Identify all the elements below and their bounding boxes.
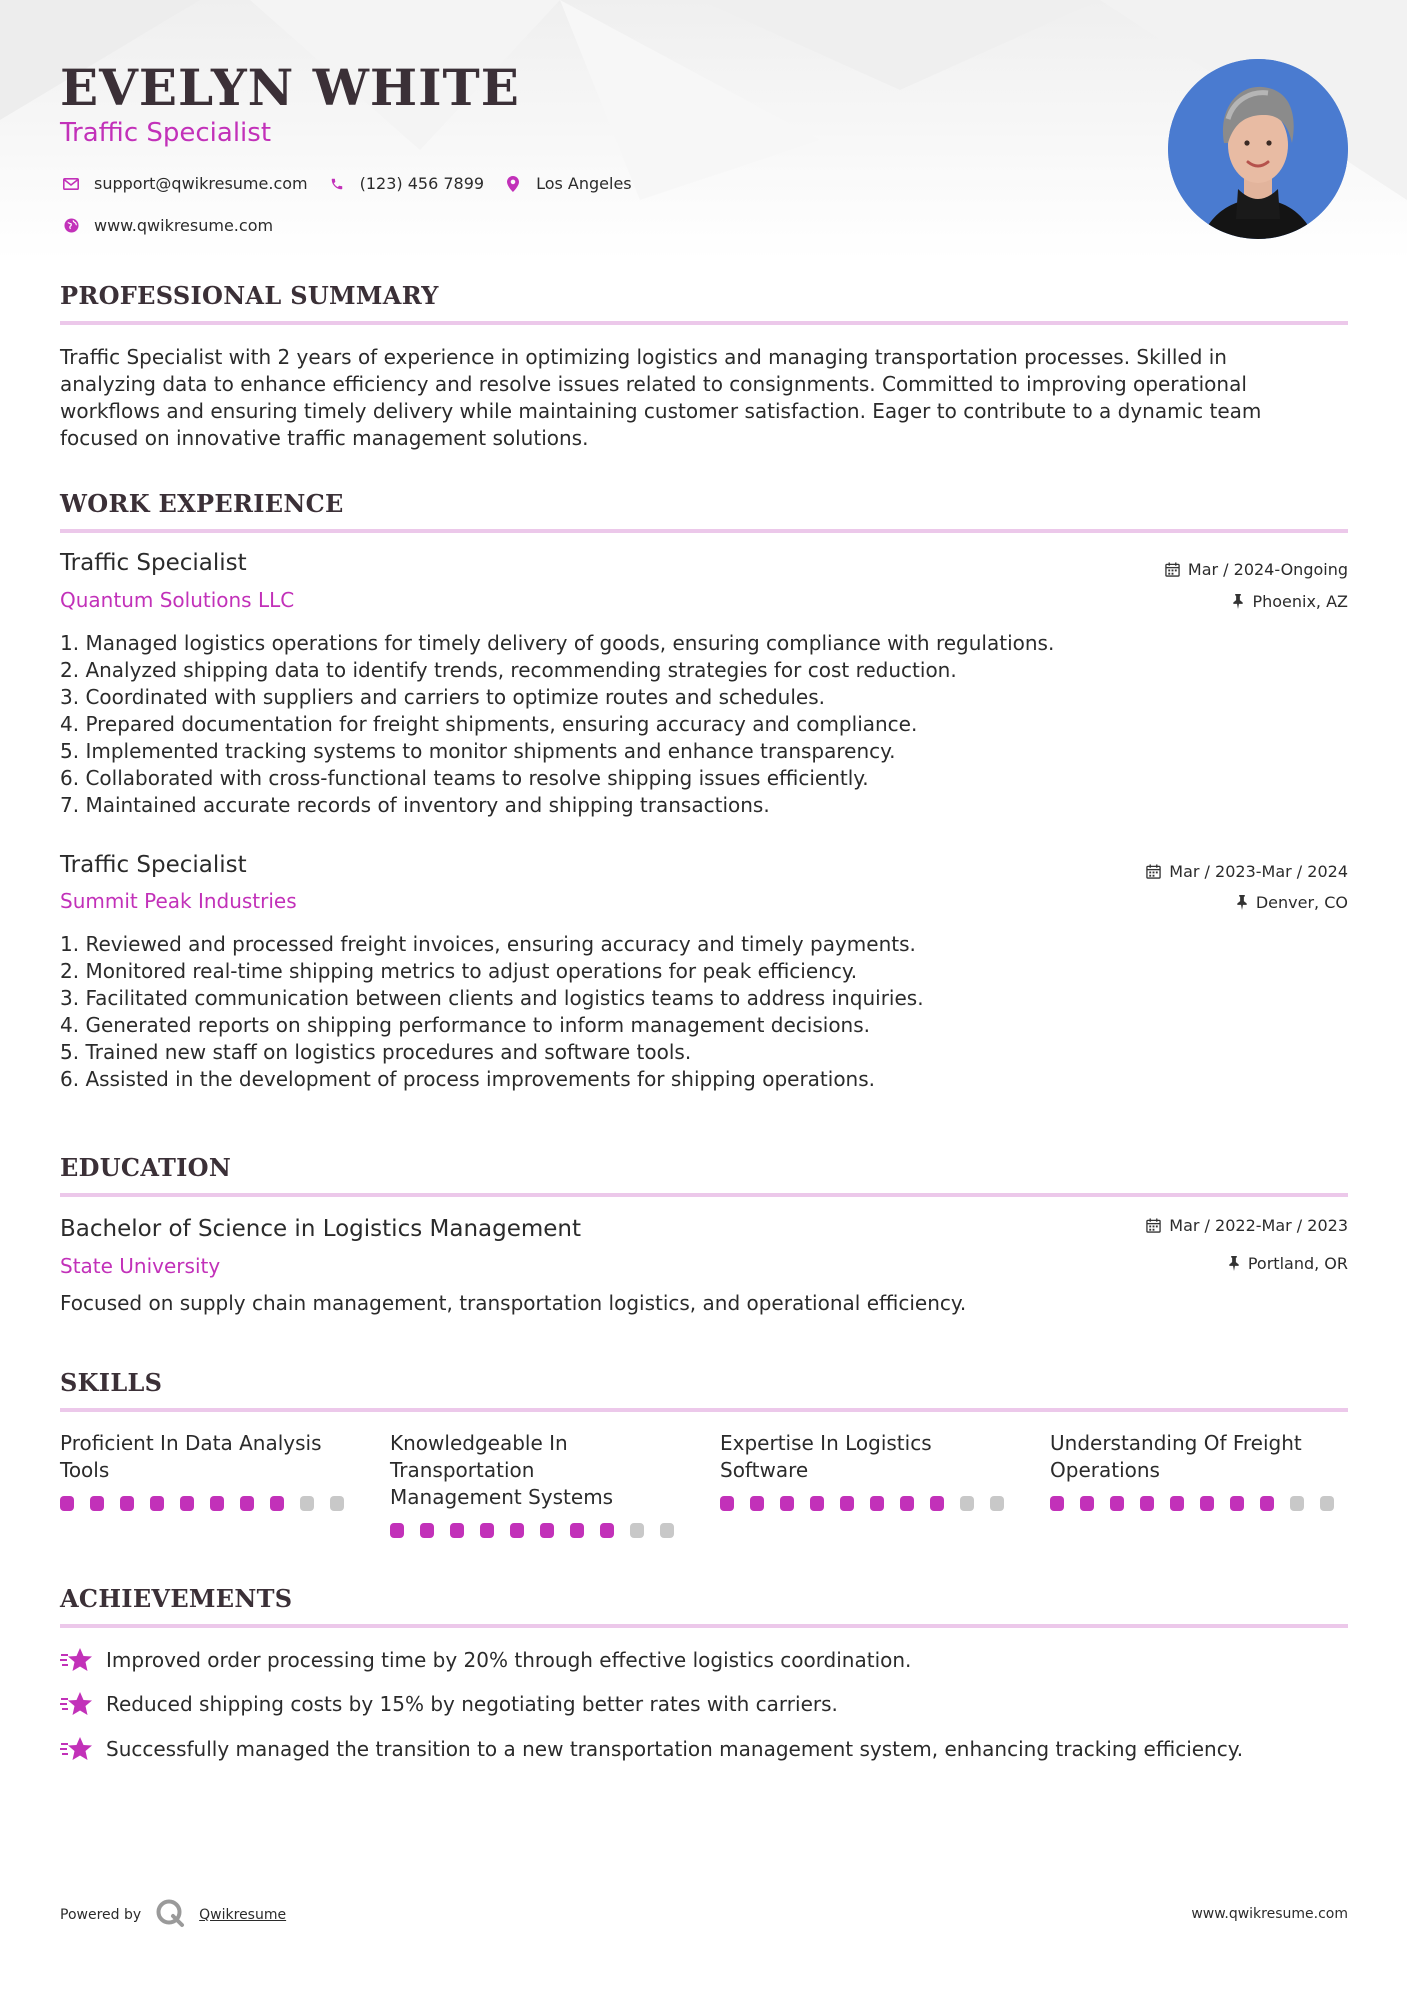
contact-email[interactable] [60, 174, 308, 193]
achievement-text: Successfully managed the transition to a new transportation management system, enhancing tracking efficiency. [106, 1737, 1244, 1761]
star-icon [60, 1735, 94, 1763]
achievement-text: Improved order processing time by 20% through effective logistics coordination. [106, 1648, 912, 1672]
job-date-text: Mar / 2023-Mar / 2024 [1169, 862, 1348, 881]
skill-rating [1050, 1496, 1350, 1511]
skill-dot-empty [300, 1496, 314, 1511]
skill-dot-filled [870, 1496, 884, 1511]
skill-dot-empty [960, 1496, 974, 1511]
skill-dot-filled [540, 1523, 554, 1538]
skill-rating [720, 1496, 1020, 1511]
pushpin-icon [1236, 895, 1248, 910]
summary-line: analyzing data to enhance efficiency and resolve issues related to consignments. Committed to improving operational [60, 372, 1247, 396]
skill-name-line: Software [720, 1458, 809, 1482]
job-company: Quantum Solutions LLC [60, 588, 295, 612]
skill-dot-filled [600, 1523, 614, 1538]
skill-dot-filled [60, 1496, 74, 1511]
skill-name-line: Operations [1050, 1458, 1160, 1482]
education-location [1228, 1254, 1348, 1273]
star-icon [60, 1646, 94, 1674]
summary-divider [60, 321, 1348, 325]
education-date-text: Mar / 2022-Mar / 2023 [1169, 1216, 1348, 1235]
achievement-item [60, 1735, 1243, 1763]
skill-name [60, 1430, 360, 1484]
job-responsibilities [60, 931, 924, 1093]
job-date [1146, 862, 1348, 881]
skill-name-line: Tools [60, 1458, 110, 1482]
skill-name-line: Proficient In Data Analysis [60, 1431, 322, 1455]
list-item: 4. Generated reports on shipping performance to inform management decisions. [60, 1013, 871, 1037]
summary-line: focused on innovative traffic management solutions. [60, 426, 589, 450]
website-row [60, 216, 291, 235]
achievements-heading: ACHIEVEMENTS [60, 1584, 293, 1613]
skill-dot-filled [480, 1523, 494, 1538]
skill-dot-empty [630, 1523, 644, 1538]
education-date [1146, 1216, 1348, 1235]
skill-name [390, 1430, 690, 1511]
job-location [1232, 592, 1348, 611]
qwikresume-link[interactable]: Qwikresume [199, 1907, 287, 1923]
skill-dot-empty [990, 1496, 1004, 1511]
skill-dot-filled [510, 1523, 524, 1538]
skill-name-line: Expertise In Logistics [720, 1431, 932, 1455]
list-item: 1. Managed logistics operations for timely delivery of goods, ensuring compliance with regulations. [60, 631, 1055, 655]
job-location-text: Denver, CO [1255, 893, 1348, 912]
skill-dot-filled [450, 1523, 464, 1538]
skill-dot-filled [1110, 1496, 1124, 1511]
map-pin-icon [502, 175, 524, 193]
job-title: Traffic Specialist [60, 550, 247, 576]
experience-heading: WORK EXPERIENCE [60, 489, 344, 518]
summary-heading: PROFESSIONAL SUMMARY [60, 281, 439, 310]
skill-dot-filled [1140, 1496, 1154, 1511]
summary-text [60, 344, 1348, 452]
profile-photo [1168, 59, 1348, 239]
skill-dot-filled [270, 1496, 284, 1511]
skill-dot-filled [90, 1496, 104, 1511]
skills-heading: SKILLS [60, 1368, 163, 1397]
contact-location [502, 174, 632, 193]
skill-rating [390, 1523, 690, 1538]
list-item: 2. Monitored real-time shipping metrics to adjust operations for peak efficiency. [60, 959, 858, 983]
skill-dot-filled [210, 1496, 224, 1511]
list-item: 6. Collaborated with cross-functional teams to resolve shipping issues efficiently. [60, 766, 869, 790]
skill-dot-filled [750, 1496, 764, 1511]
skill-dot-filled [780, 1496, 794, 1511]
star-icon [60, 1690, 94, 1718]
qwikresume-logo-icon [155, 1898, 185, 1932]
skill-dot-filled [180, 1496, 194, 1511]
powered-by-label: Powered by [60, 1907, 142, 1923]
skill-name [720, 1430, 1020, 1484]
education-description: Focused on supply chain management, transportation logistics, and operational efficiency. [60, 1291, 967, 1315]
contact-phone[interactable] [326, 174, 484, 193]
skill-dot-filled [900, 1496, 914, 1511]
job-date [1165, 560, 1348, 579]
job-date-text: Mar / 2024-Ongoing [1187, 560, 1348, 579]
skill-rating [60, 1496, 360, 1511]
skill-dot-filled [840, 1496, 854, 1511]
skill-dot-filled [930, 1496, 944, 1511]
pushpin-icon [1228, 1256, 1240, 1271]
skill-item [390, 1430, 690, 1538]
skill-dot-filled [390, 1523, 404, 1538]
skill-name [1050, 1430, 1350, 1484]
education-location-text: Portland, OR [1247, 1254, 1348, 1273]
footer-powered-by [60, 1898, 286, 1932]
calendar-icon [1165, 562, 1180, 577]
summary-line: Traffic Specialist with 2 years of experience in optimizing logistics and managing transportation processes. Skilled in [60, 345, 1227, 369]
job-responsibilities [60, 630, 1054, 819]
candidate-role: Traffic Specialist [60, 118, 272, 148]
list-item: 3. Coordinated with suppliers and carriers to optimize routes and schedules. [60, 685, 825, 709]
location-text: Los Angeles [536, 174, 632, 193]
skill-dot-filled [720, 1496, 734, 1511]
skill-item [60, 1430, 360, 1511]
list-item: 3. Facilitated communication between clients and logistics teams to address inquiries. [60, 986, 924, 1010]
skill-dot-filled [1170, 1496, 1184, 1511]
phone-text: (123) 456 7899 [359, 174, 485, 193]
skill-dot-filled [1260, 1496, 1274, 1511]
job-location-text: Phoenix, AZ [1252, 592, 1348, 611]
calendar-icon [1146, 864, 1161, 879]
candidate-name: EVELYN WHITE [60, 58, 520, 117]
skill-dot-empty [330, 1496, 344, 1511]
skill-dot-filled [420, 1523, 434, 1538]
skill-dot-filled [570, 1523, 584, 1538]
experience-divider [60, 529, 1348, 533]
job-title: Traffic Specialist [60, 852, 247, 878]
calendar-icon [1146, 1218, 1161, 1233]
degree-title: Bachelor of Science in Logistics Management [60, 1216, 582, 1242]
pushpin-icon [1232, 594, 1244, 609]
list-item: 6. Assisted in the development of process improvements for shipping operations. [60, 1067, 876, 1091]
globe-icon [60, 217, 82, 235]
skill-name-line: Understanding Of Freight [1050, 1431, 1302, 1455]
footer-website[interactable]: www.qwikresume.com [1191, 1906, 1348, 1922]
school-name: State University [60, 1254, 221, 1278]
education-divider [60, 1193, 1348, 1197]
job-company: Summit Peak Industries [60, 889, 297, 913]
skill-dot-filled [150, 1496, 164, 1511]
phone-icon [326, 175, 348, 193]
contact-website[interactable] [60, 216, 273, 235]
skill-dot-empty [660, 1523, 674, 1538]
skill-item [1050, 1430, 1350, 1511]
list-item: 2. Analyzed shipping data to identify trends, recommending strategies for cost reduction. [60, 658, 957, 682]
skill-dot-filled [240, 1496, 254, 1511]
list-item: 5. Trained new staff on logistics procedures and software tools. [60, 1040, 692, 1064]
skill-name-line: Transportation [390, 1458, 535, 1482]
summary-line: workflows and ensuring timely delivery while maintaining customer satisfaction. Eager to contribute to a dynamic team [60, 399, 1262, 423]
list-item: 4. Prepared documentation for freight shipments, ensuring accuracy and compliance. [60, 712, 918, 736]
email-text: support@qwikresume.com [94, 174, 308, 193]
skill-dot-filled [120, 1496, 134, 1511]
website-text: www.qwikresume.com [94, 216, 274, 235]
job-location [1236, 893, 1348, 912]
achievement-item [60, 1646, 911, 1674]
skill-dot-empty [1290, 1496, 1304, 1511]
list-item: 1. Reviewed and processed freight invoices, ensuring accuracy and timely payments. [60, 932, 916, 956]
achievement-item [60, 1690, 838, 1718]
skill-dot-filled [1230, 1496, 1244, 1511]
envelope-icon [60, 175, 82, 193]
skill-dot-filled [1200, 1496, 1214, 1511]
skill-dot-filled [1080, 1496, 1094, 1511]
skill-dot-empty [1320, 1496, 1334, 1511]
skill-item [720, 1430, 1020, 1511]
list-item: 7. Maintained accurate records of inventory and shipping transactions. [60, 793, 770, 817]
skill-dot-filled [810, 1496, 824, 1511]
achievements-divider [60, 1624, 1348, 1628]
contact-row [60, 174, 650, 193]
skills-divider [60, 1408, 1348, 1412]
achievement-text: Reduced shipping costs by 15% by negotiating better rates with carriers. [106, 1692, 838, 1716]
skill-name-line: Management Systems [390, 1485, 614, 1509]
skill-dot-filled [1050, 1496, 1064, 1511]
education-heading: EDUCATION [60, 1153, 232, 1182]
skill-name-line: Knowledgeable In [390, 1431, 568, 1455]
list-item: 5. Implemented tracking systems to monitor shipments and enhance transparency. [60, 739, 896, 763]
